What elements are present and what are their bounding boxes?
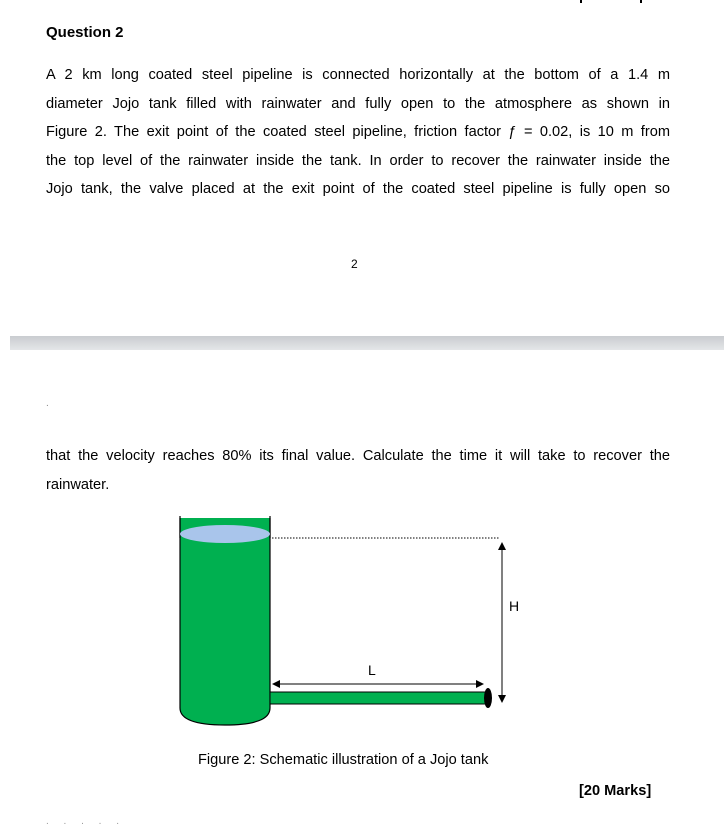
paragraph-line: Figure 2. The exit point of the coated steel pipeline, friction factor ƒ = 0.02, is 10 m from [46,124,670,140]
valve [484,688,492,708]
length-label: L [368,662,376,678]
figure-caption: Figure 2: Schematic illustration of a Jojo tank [198,752,489,768]
paragraph-line: Jojo tank, the valve placed at the exit point of the coated steel pipeline is fully open so [46,181,670,197]
paragraph-line: diameter Jojo tank filled with rainwater and fully open to the atmosphere as shown in [46,95,670,112]
question-paragraph-1 [46,61,670,204]
paragraph-line: that the velocity reaches 80% its final value. Calculate the time it will take to recover the [46,448,670,464]
paragraph-line: rainwater. [46,476,110,493]
pipeline [270,692,486,704]
question-title: Question 2 [46,24,124,41]
page-break-divider [10,336,724,350]
question-paragraph-2 [46,442,670,499]
tank-body [180,518,270,725]
page-number: 2 [351,257,358,271]
jojo-tank-figure [170,508,530,738]
water-surface [180,525,270,543]
top-edge-marks [0,0,724,4]
footer-dots: . . . . . [46,816,126,827]
height-label: H [509,598,520,614]
marks-label: [20 Marks] [579,783,652,799]
paragraph-line: the top level of the rainwater inside the tank. In order to recover the rainwater inside the [46,152,670,169]
paragraph-line: A 2 km long coated steel pipeline is connected horizontally at the bottom of a 1.4 m [46,67,670,83]
stray-mark: . [46,398,49,409]
